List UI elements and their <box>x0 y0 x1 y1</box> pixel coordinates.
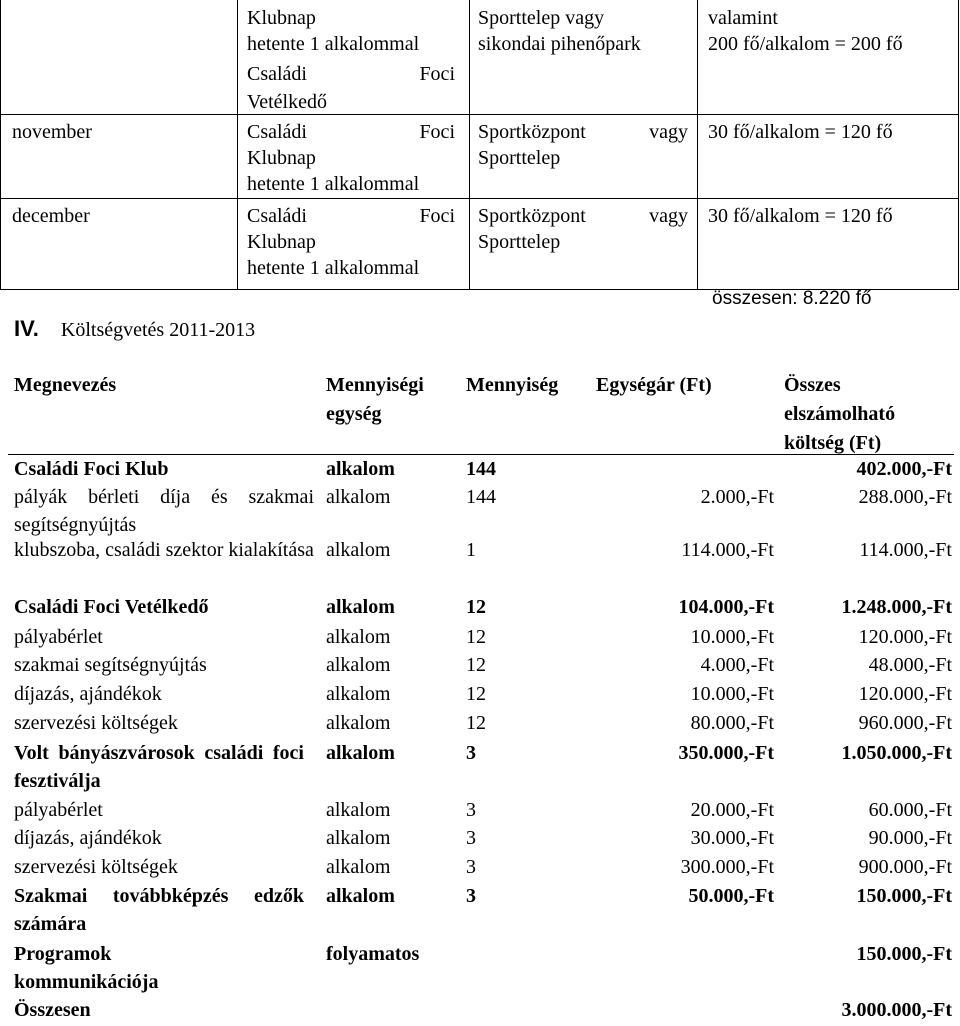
unit-price: 80.000,-Ft <box>690 712 774 734</box>
budget-row <box>8 651 960 680</box>
budget-header-row <box>8 371 960 461</box>
quantity: 3 <box>466 856 476 878</box>
unit-of-measure: alkalom <box>326 827 391 849</box>
program-line: Klubnap <box>247 7 316 29</box>
item-name: pályabérlet <box>14 626 103 648</box>
venue-line <box>478 203 688 229</box>
unit-price: 104.000,-Ft <box>678 596 774 618</box>
unit-price: 10.000,-Ft <box>690 683 774 705</box>
capacity-line: 30 fő/alkalom = 120 fő <box>708 121 893 143</box>
quantity: 3 <box>466 827 476 849</box>
section-heading <box>14 314 255 345</box>
row-total: 900.000,-Ft <box>858 856 952 878</box>
program-word: Foci <box>419 121 455 143</box>
item-name: díjazás, ajándékok <box>14 827 162 849</box>
item-name: Szakmai továbbképzés edzők számára <box>14 885 304 935</box>
venue-word: vagy <box>649 121 688 143</box>
item-name: díjazás, ajándékok <box>14 683 162 705</box>
quantity: 144 <box>466 458 496 480</box>
row-total: 48.000,-Ft <box>868 654 952 676</box>
program-line: Klubnap <box>247 231 316 253</box>
budget-row <box>8 593 960 623</box>
unit-of-measure: folyamatos <box>326 943 420 965</box>
border-line <box>0 114 959 115</box>
capacity-line: 30 fő/alkalom = 120 fő <box>708 205 893 227</box>
row-total: 1.050.000,-Ft <box>841 742 952 764</box>
row-total: 60.000,-Ft <box>868 799 952 821</box>
header-total-line: költség (Ft) <box>784 432 882 454</box>
program-line: hetente 1 alkalommal <box>247 173 420 195</box>
program-line: Klubnap <box>247 147 316 169</box>
program-word: Családi <box>247 63 307 85</box>
border-line <box>0 0 1 290</box>
venue-word: vagy <box>649 205 688 227</box>
item-name: Volt bányászvárosok családi foci fesztiválja <box>14 742 304 792</box>
item-name: klubszoba, családi szektor kialakítása <box>14 539 314 561</box>
unit-of-measure: alkalom <box>326 799 391 821</box>
venue-line: sikondai pihenőpark <box>478 33 641 55</box>
row-total: 120.000,-Ft <box>858 683 952 705</box>
unit-of-measure: alkalom <box>326 742 395 764</box>
budget-row <box>8 853 960 882</box>
header-total <box>784 371 895 458</box>
row-total: 3.000.000,-Ft <box>841 999 952 1021</box>
unit-price: 300.000,-Ft <box>680 856 774 878</box>
row-total: 114.000,-Ft <box>859 539 952 561</box>
program-line <box>247 203 455 229</box>
row-total: 120.000,-Ft <box>858 626 952 648</box>
item-name: szervezési költségek <box>14 712 178 734</box>
header-name: Megnevezés <box>14 374 117 396</box>
budget-row <box>8 796 960 824</box>
unit-price: 114.000,-Ft <box>681 539 774 561</box>
unit-of-measure: alkalom <box>326 626 391 648</box>
header-total-line: Összes <box>784 374 841 396</box>
border-line <box>469 0 470 290</box>
border-line <box>958 0 959 290</box>
unit-price: 20.000,-Ft <box>690 799 774 821</box>
header-total-line: elszámolható <box>784 403 896 425</box>
budget-row <box>8 940 960 996</box>
item-name: szervezési költségek <box>14 856 178 878</box>
item-name: pályák bérleti díja és szakmai segítségnyújtás <box>14 486 314 536</box>
budget-row <box>8 739 960 796</box>
quantity: 12 <box>466 654 486 676</box>
program-word: Családi <box>247 205 307 227</box>
row-total: 1.248.000,-Ft <box>841 596 952 618</box>
program-line <box>247 61 455 87</box>
unit-of-measure: alkalom <box>326 885 395 907</box>
program-word: Foci <box>419 63 455 85</box>
section-number: IV. <box>14 316 39 341</box>
row-total: 90.000,-Ft <box>868 827 952 849</box>
border-line <box>0 198 959 199</box>
program-word: Családi <box>247 121 307 143</box>
header-unit-line: egység <box>326 403 382 425</box>
budget-row <box>8 455 960 483</box>
border-line <box>237 0 238 290</box>
unit-of-measure: alkalom <box>326 856 391 878</box>
unit-price: 2.000,-Ft <box>700 486 774 508</box>
quantity: 3 <box>466 885 476 907</box>
budget-row <box>8 483 960 536</box>
budget-row <box>8 996 960 1024</box>
venue-line: Sporttelep vagy <box>478 7 605 29</box>
unit-of-measure: alkalom <box>326 539 391 561</box>
participant-total: összesen: 8.220 fő <box>712 288 872 309</box>
row-total: 960.000,-Ft <box>858 712 952 734</box>
unit-of-measure: alkalom <box>326 458 395 480</box>
month-label: december <box>12 205 90 227</box>
unit-price: 10.000,-Ft <box>690 626 774 648</box>
quantity: 3 <box>466 799 476 821</box>
program-line: hetente 1 alkalommal <box>247 33 420 55</box>
venue-word: Sportközpont <box>478 121 586 143</box>
item-name: Családi Foci Vetélkedő <box>14 596 209 618</box>
program-line: hetente 1 alkalommal <box>247 257 420 279</box>
unit-of-measure: alkalom <box>326 654 391 676</box>
budget-row <box>8 623 960 651</box>
unit-of-measure: alkalom <box>326 683 391 705</box>
venue-line <box>478 119 688 145</box>
header-qty: Mennyiség <box>466 374 559 396</box>
unit-price: 50.000,-Ft <box>688 885 774 907</box>
program-word: Foci <box>419 205 455 227</box>
unit-price: 30.000,-Ft <box>690 827 774 849</box>
section-title: Költségvetés 2011-2013 <box>60 319 256 341</box>
quantity: 12 <box>466 712 486 734</box>
unit-of-measure: alkalom <box>326 596 395 618</box>
header-unit <box>326 371 461 429</box>
month-label: november <box>12 121 92 143</box>
row-total: 402.000,-Ft <box>856 458 952 480</box>
quantity: 12 <box>466 596 486 618</box>
unit-of-measure: alkalom <box>326 712 391 734</box>
header-unit-price: Egységár (Ft) <box>596 374 712 396</box>
item-name: Családi Foci Klub <box>14 458 169 480</box>
item-name: Összesen <box>14 999 91 1021</box>
budget-row <box>8 709 960 739</box>
row-total: 150.000,-Ft <box>856 943 952 965</box>
unit-price: 4.000,-Ft <box>700 654 774 676</box>
quantity: 3 <box>466 742 476 764</box>
quantity: 1 <box>466 539 476 561</box>
budget-row <box>8 824 960 853</box>
row-total: 150.000,-Ft <box>856 885 952 907</box>
quantity: 12 <box>466 683 486 705</box>
unit-price: 350.000,-Ft <box>678 742 774 764</box>
budget-row <box>8 882 960 940</box>
item-name: szakmai segítségnyújtás <box>14 654 207 676</box>
item-name: Programok kommunikációja <box>14 943 159 993</box>
quantity: 144 <box>466 486 496 508</box>
budget-row <box>8 680 960 709</box>
item-name: pályabérlet <box>14 799 103 821</box>
program-line <box>247 119 455 145</box>
venue-line: Sporttelep <box>478 231 561 253</box>
budget-row <box>8 536 960 593</box>
header-unit-line: Mennyiségi <box>326 374 424 396</box>
capacity-line: valamint <box>708 7 778 29</box>
border-line <box>697 0 698 290</box>
program-line: Vetélkedő <box>247 91 327 113</box>
venue-word: Sportközpont <box>478 205 586 227</box>
venue-line: Sporttelep <box>478 147 561 169</box>
unit-of-measure: alkalom <box>326 486 391 508</box>
capacity-line: 200 fő/alkalom = 200 fő <box>708 33 903 55</box>
quantity: 12 <box>466 626 486 648</box>
row-total: 288.000,-Ft <box>858 486 952 508</box>
